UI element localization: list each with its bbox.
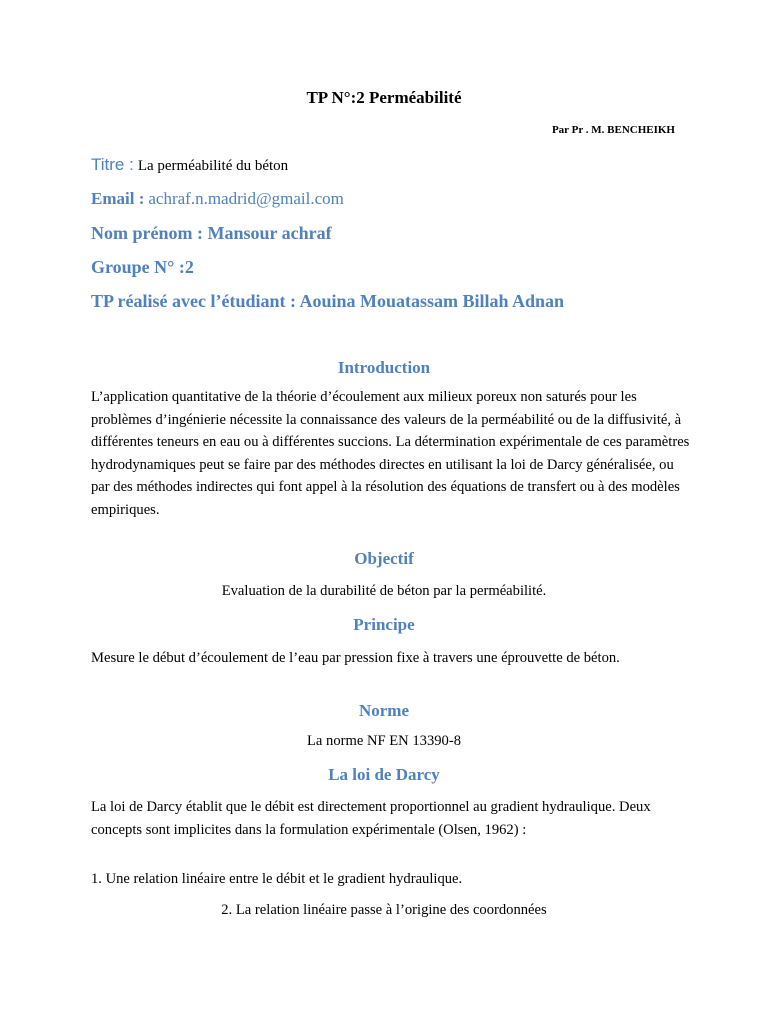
nom-prenom: Nom prénom : Mansour achraf bbox=[91, 223, 332, 243]
principe-text: Mesure le début d’écoulement de l’eau par pression fixe à travers une éprouvette de béton. bbox=[91, 650, 620, 666]
tp-partner: TP réalisé avec l’étudiant : Aouina Mouatassam Billah Adnan bbox=[91, 291, 565, 311]
email-value[interactable]: achraf.n.madrid@gmail.com bbox=[148, 189, 344, 208]
objectif-text: Evaluation de la durabilité de béton par la perméabilité. bbox=[221, 583, 547, 599]
norme-text: La norme NF EN 13390-8 bbox=[306, 733, 462, 749]
document-title: TP N°:2 Perméabilité bbox=[306, 88, 462, 107]
principe-heading: Principe bbox=[353, 615, 415, 634]
email-row bbox=[91, 189, 344, 209]
darcy-heading: La loi de Darcy bbox=[328, 765, 440, 784]
titre-row bbox=[91, 155, 288, 175]
darcy-point-2: 2. La relation linéaire passe à l’origine des coordonnées bbox=[221, 902, 547, 918]
norme-heading: Norme bbox=[358, 701, 410, 720]
darcy-text: La loi de Darcy établit que le débit est directement proportionnel au gradient hydraulique. Deux concepts sont implicites dans la formulation expérimentale (Olsen, 1962) : bbox=[91, 799, 651, 838]
introduction-text: L’application quantitative de la théorie d’écoulement aux milieux poreux non saturés pour les problèmes d’ingénierie nécessite la connaissance des valeurs de la perméabilité ou de la diffusivité, à différentes teneurs en eau ou à différentes succions. La détermination expérimentale de ces paramètres hydrodynamiques peut se faire par des méthodes directes en utilisant la loi de Darcy généralisée, ou par des méthodes indirectes qui font appel à la résolution des équations de transfert ou à des modèles empiriques. bbox=[91, 389, 690, 518]
objectif-heading: Objectif bbox=[354, 549, 414, 568]
titre-value: La perméabilité du béton bbox=[137, 158, 289, 174]
darcy-point-1: 1. Une relation linéaire entre le débit et le gradient hydraulique. bbox=[91, 871, 463, 887]
titre-label: Titre : bbox=[91, 155, 134, 174]
groupe: Groupe N° :2 bbox=[91, 257, 194, 277]
author-line: Par Pr . M. BENCHEIKH bbox=[551, 124, 675, 136]
email-label: Email : bbox=[91, 189, 145, 208]
introduction-heading: Introduction bbox=[337, 358, 431, 377]
